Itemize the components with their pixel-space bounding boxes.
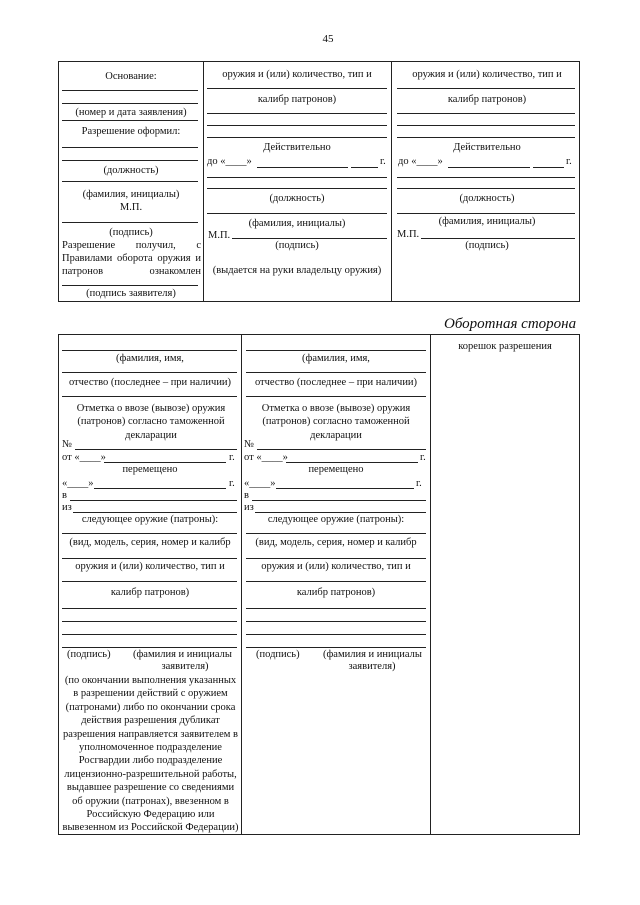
year-suffix: г. <box>420 452 426 463</box>
blank-line[interactable] <box>448 167 530 168</box>
customs-mark-text: Отметка о ввозе (вывозе) оружия (патронов) согласно таможенной декларации <box>261 403 411 441</box>
top-column-divider-2 <box>391 61 392 302</box>
signature-caption: (подпись) <box>67 649 111 660</box>
blank-line[interactable] <box>62 608 237 609</box>
signature-caption: (подпись) <box>275 240 319 251</box>
blank-line[interactable] <box>207 88 387 89</box>
number-sign: № <box>244 439 255 450</box>
stamp-label: М.П. <box>397 229 420 240</box>
valid-label: Действительно <box>453 142 521 153</box>
following-weapons-label: следующее оружие (патроны): <box>81 514 219 525</box>
signature-caption: (подпись) <box>256 649 300 660</box>
familiarized-line-3: патронов ознакомлен <box>62 266 201 277</box>
stamp-label: М.П. <box>119 202 143 213</box>
blank-line[interactable] <box>207 188 387 189</box>
name-caption: (фамилия, инициалы) <box>82 189 180 200</box>
blank-line[interactable] <box>232 238 387 239</box>
blank-line[interactable] <box>207 113 387 114</box>
to-label: в <box>62 490 67 501</box>
patronymic-caption: отчество (последнее – при наличии) <box>254 377 418 388</box>
blank-line[interactable] <box>351 167 378 168</box>
blank-line[interactable] <box>421 238 575 239</box>
from-label: из <box>62 502 72 513</box>
blank-line[interactable] <box>104 462 226 463</box>
applicant-name-caption-cont: заявителя) <box>161 661 209 672</box>
customs-mark-text: Отметка о ввозе (вывозе) оружия (патронов) согласно таможенной декларации <box>76 403 226 441</box>
signature-caption: (подпись) <box>109 227 153 238</box>
blank-line[interactable] <box>62 181 198 182</box>
type-model-caption: (вид, модель, серия, номер и калибр <box>69 537 231 548</box>
name-caption: (фамилия, инициалы) <box>438 216 536 227</box>
blank-line[interactable] <box>246 647 426 648</box>
application-number-caption: (номер и дата заявления) <box>75 107 187 118</box>
blank-line[interactable] <box>397 88 575 89</box>
issued-to-owner-note: (выдается на руки владельцу оружия) <box>212 265 382 276</box>
name-caption: (фамилия, инициалы) <box>248 218 346 229</box>
blank-line[interactable] <box>62 621 237 622</box>
year-suffix: г. <box>229 452 235 463</box>
blank-line[interactable] <box>62 103 198 104</box>
blank-line[interactable] <box>286 462 418 463</box>
applicant-name-caption-cont: заявителя) <box>348 661 396 672</box>
blank-line[interactable] <box>62 581 237 582</box>
top-column-divider-1 <box>203 61 204 302</box>
blank-line[interactable] <box>397 188 575 189</box>
to-label: в <box>244 490 249 501</box>
familiarized-line-1: Разрешение получил, с <box>62 240 201 251</box>
moved-label: перемещено <box>308 464 364 475</box>
applicant-name-caption: (фамилия и инициалы <box>323 649 422 660</box>
blank-line[interactable] <box>207 125 387 126</box>
applicant-signature-caption: (подпись заявителя) <box>86 288 176 299</box>
blank-line[interactable] <box>62 120 198 121</box>
blank-line[interactable] <box>246 634 426 635</box>
caliber-caption: калибр патронов) <box>110 587 190 598</box>
blank-line[interactable] <box>62 350 237 351</box>
blank-line[interactable] <box>246 558 426 559</box>
blank-line[interactable] <box>276 488 414 489</box>
blank-line[interactable] <box>246 396 426 397</box>
caliber-caption: калибр патронов) <box>296 587 376 598</box>
surname-caption: (фамилия, имя, <box>302 353 370 364</box>
applicant-name-caption: (фамилия и инициалы <box>133 649 232 660</box>
blank-line[interactable] <box>62 634 237 635</box>
following-weapons-label: следующее оружие (патроны): <box>267 514 405 525</box>
from-label: из <box>244 502 254 513</box>
blank-line[interactable] <box>62 285 198 286</box>
blank-line[interactable] <box>397 177 575 178</box>
caliber-caption: калибр патронов) <box>257 94 337 105</box>
reverse-side-title: Оборотная сторона <box>444 316 577 332</box>
blank-line[interactable] <box>207 177 387 178</box>
blank-line[interactable] <box>62 558 237 559</box>
blank-line[interactable] <box>94 488 226 489</box>
signature-caption: (подпись) <box>465 240 509 251</box>
valid-label: Действительно <box>263 142 331 153</box>
moved-date: «____» <box>62 478 94 489</box>
blank-line[interactable] <box>62 90 198 91</box>
blank-line[interactable] <box>246 608 426 609</box>
familiarized-line-2: Правилами оборота оружия и <box>62 253 201 264</box>
blank-line[interactable] <box>62 222 198 223</box>
surname-caption: (фамилия, имя, <box>116 353 184 364</box>
position-caption: (должность) <box>459 193 515 204</box>
weapon-qty-caption: оружия и (или) количество, тип и <box>222 69 372 80</box>
duplicate-return-note: (по окончании выполнения указанных в разрешении действий с оружием (патронами) либо по окончании срока действия разрешения дубликат разрешения направляется заявителем в уполномоченное подразделение Росгвардии либо подразделение лицензионно-разрешительной работы, выдавшее разрешение со сведениями об оружии (патронах), ввезенном в Российскую Федерацию или вывезенном из Российской Федерации) <box>62 675 239 834</box>
blank-line[interactable] <box>257 449 426 450</box>
number-sign: № <box>62 439 73 450</box>
weapon-qty-caption: оружия и (или) количество, тип и <box>261 561 411 572</box>
weapon-qty-caption: оружия и (или) количество, тип и <box>412 69 562 80</box>
blank-line[interactable] <box>73 512 237 513</box>
blank-line[interactable] <box>246 621 426 622</box>
bottom-column-divider-1 <box>241 334 242 835</box>
date-from: от «____» <box>62 452 106 463</box>
valid-until-date: до «____» <box>207 156 252 167</box>
moved-label: перемещено <box>122 464 178 475</box>
patronymic-caption: отчество (последнее – при наличии) <box>68 377 232 388</box>
bottom-column-divider-2 <box>430 334 431 835</box>
year-suffix: г. <box>380 156 386 167</box>
blank-line[interactable] <box>62 647 237 648</box>
permit-issued-label: Разрешение оформил: <box>81 126 181 137</box>
position-caption: (должность) <box>269 193 325 204</box>
blank-line[interactable] <box>246 350 426 351</box>
valid-until-date: до «____» <box>398 156 443 167</box>
blank-line[interactable] <box>397 213 575 214</box>
stamp-label: М.П. <box>208 230 231 241</box>
blank-line[interactable] <box>70 500 237 501</box>
blank-line[interactable] <box>62 372 237 373</box>
blank-line[interactable] <box>397 137 575 138</box>
blank-line[interactable] <box>252 500 426 501</box>
basis-label: Основание: <box>105 71 157 82</box>
blank-line[interactable] <box>246 581 426 582</box>
blank-line[interactable] <box>246 372 426 373</box>
blank-line[interactable] <box>255 512 426 513</box>
permit-stub-label: корешок разрешения <box>458 341 552 352</box>
page-number: 45 <box>322 33 334 45</box>
blank-line[interactable] <box>246 533 426 534</box>
blank-line[interactable] <box>207 213 387 214</box>
blank-line[interactable] <box>75 449 237 450</box>
date-from: от «____» <box>244 452 288 463</box>
moved-date: «____» <box>244 478 276 489</box>
year-suffix: г. <box>566 156 572 167</box>
weapon-qty-caption: оружия и (или) количество, тип и <box>75 561 225 572</box>
blank-line[interactable] <box>397 125 575 126</box>
blank-line[interactable] <box>257 167 348 168</box>
blank-line[interactable] <box>207 137 387 138</box>
blank-line[interactable] <box>62 160 198 161</box>
blank-line[interactable] <box>62 533 237 534</box>
type-model-caption: (вид, модель, серия, номер и калибр <box>255 537 417 548</box>
position-caption: (должность) <box>103 165 159 176</box>
blank-line[interactable] <box>62 396 237 397</box>
blank-line[interactable] <box>397 113 575 114</box>
blank-line[interactable] <box>533 167 564 168</box>
caliber-caption: калибр патронов) <box>447 94 527 105</box>
blank-line[interactable] <box>62 147 198 148</box>
year-suffix: г. <box>229 478 235 489</box>
year-suffix: г. <box>416 478 422 489</box>
